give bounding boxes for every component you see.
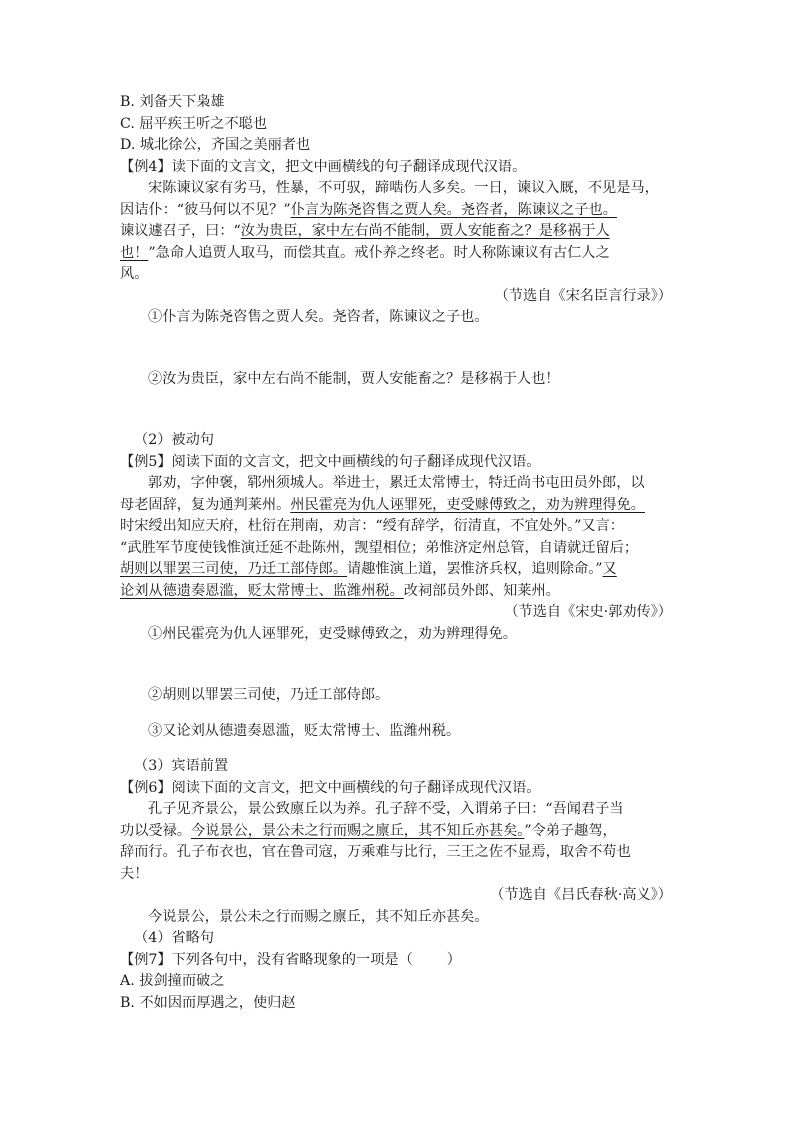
underlined-sentence: 今说景公，景公未之行而赐之廪丘，其不知丘亦甚矣。 — [190, 822, 525, 839]
text-run: 改祠部员外郎、知莱州。 — [403, 582, 560, 599]
text-run: 请趣惟演上道，罢惟济兵权，追则除命。” — [347, 561, 603, 577]
example-4-passage-line — [120, 200, 676, 222]
choice-b: B. 刘备天下枭雄 — [120, 94, 225, 110]
underlined-sentence: 胡则以罪罢三司使，乃迁工部侍郎。 — [120, 561, 348, 577]
choice-d: D. 城北徐公，齐国之美丽者也 — [120, 137, 311, 153]
example-6-question: 今说景公，景公未之行而赐之廪丘，其不知丘亦甚矣。 — [148, 908, 489, 925]
example-6-heading: 【例6】阅读下面的文言文，把文中画横线的句子翻译成现代汉语。 — [120, 779, 541, 796]
example-4-passage-line — [120, 243, 676, 265]
section-2-title: （2）被动句 — [134, 432, 214, 448]
example-4-passage-line: 宋陈谏议家有劣马，性暴，不可驭，蹄啮伤人多矣。一日，谏议入厩，不见是马， — [148, 180, 659, 196]
example-5-question-3: ③又论刘从德遗奏恩滥，贬太常博士、监潍州税。 — [148, 722, 461, 739]
text-run: 母老固辞，复为通判莱州。 — [120, 496, 291, 513]
example-4-question-2: ②汝为贵臣，家中左右尚不能制，贾人安能畜之？是移祸于人也！ — [148, 370, 560, 387]
example-5-passage-line — [120, 559, 676, 581]
section-4-title: （4）省略句 — [134, 930, 214, 946]
example-5-passage-line — [120, 581, 676, 603]
example-5-source: （节选自《宋史·郭劝传》） — [504, 604, 672, 620]
section-3-title: （3）宾语前置 — [134, 758, 229, 774]
text-run: 功以受禄。 — [120, 822, 191, 839]
example-4-source: （节选自《宋名臣言行录》） — [494, 287, 672, 304]
example-4-passage-line: 风。 — [120, 266, 149, 282]
example-5-passage-line: “武胜军节度使钱惟演迁延不赴陈州，觊望相位；弟惟济定州总管，自请就迁留后； — [120, 539, 639, 556]
example-6-passage-line: 辞而行。孔子布衣也，官在鲁司寇，万乘难与比行，三王之佐不显焉，取舍不苟也 — [120, 844, 631, 860]
text-run: ”急命人追贾人取马，而偿其直。戒仆养之终老。时人称陈谏议有古仁人之 — [148, 244, 610, 261]
example-6-passage-line: 夫！ — [120, 865, 149, 882]
example-5-heading: 【例5】阅读下面的文言文，把文中画横线的句子翻译成现代汉语。 — [120, 453, 541, 470]
example-7-heading — [120, 950, 676, 972]
example-4-heading: 【例4】读下面的文言文，把文中画横线的句子翻译成现代汉语。 — [120, 158, 527, 175]
underlined-sentence: 州民霍亮为仇人诬罪死，吏受赇傅致之，劝为辨理得免。 — [290, 496, 645, 513]
example-4-question-1: ①仆言为陈尧咨售之贾人矣。尧咨者，陈谏议之子也。 — [148, 309, 489, 325]
example-5-question-2: ②胡则以罪罢三司使，乃迁工部侍郎。 — [148, 687, 390, 703]
example-7-choice-a: A. 拔剑撞而破之 — [120, 973, 225, 989]
text-run: ”令弟子趣驾， — [524, 822, 617, 839]
example-5-passage-line: 郭劝，字仲褒，郓州须城人。举进士，累迁太常博士，特迁尚书屯田员外郎，以 — [148, 475, 645, 491]
example-5-question-1: ①州民霍亮为仇人诬罪死，吏受赇傅致之，劝为辨理得免。 — [148, 625, 517, 642]
text-run: 因诘仆：“彼马何以不见？” — [120, 201, 291, 218]
example-6-passage-line: 孔子见齐景公，景公致廪丘以为养。孔子辞不受，入谓弟子曰：“吾闻君子当 — [148, 801, 624, 817]
choice-c: C. 屈平疾王听之不聪也 — [120, 115, 268, 132]
example-4-passage-line — [120, 221, 676, 243]
text-run: ） — [446, 951, 461, 968]
example-6-source: （节选自《吕氏春秋·高义》） — [490, 887, 672, 903]
example-7-choice-b: B. 不如因而厚遇之，使归赵 — [120, 994, 296, 1011]
underlined-sentence: 仆言为陈尧咨售之贾人矣。尧咨者，陈谏议之子也。 — [290, 201, 617, 218]
example-5-passage-line: 时宋绶出知应天府，杜衍在荆南，劝言：“绶有辞学，衍清直，不宜处外。”又言： — [120, 518, 624, 534]
underlined-sentence: 汝为贵臣，家中左右尚不能制，贾人安能畜之？是移祸于人 — [240, 223, 610, 239]
text-run: 谏议遽召子，曰：“ — [120, 223, 241, 239]
example-5-passage-line — [120, 495, 676, 517]
underlined-sentence: 论刘从德遗奏恩滥，贬太常博士、监潍州税。 — [120, 582, 404, 599]
underlined-sentence: 又 — [602, 561, 617, 577]
example-6-passage-line — [120, 821, 676, 843]
text-run: 【例7】下列各句中，没有省略现象的一项是（ — [120, 951, 413, 968]
document-page — [120, 92, 676, 1014]
underlined-sentence: 也！ — [120, 244, 149, 261]
